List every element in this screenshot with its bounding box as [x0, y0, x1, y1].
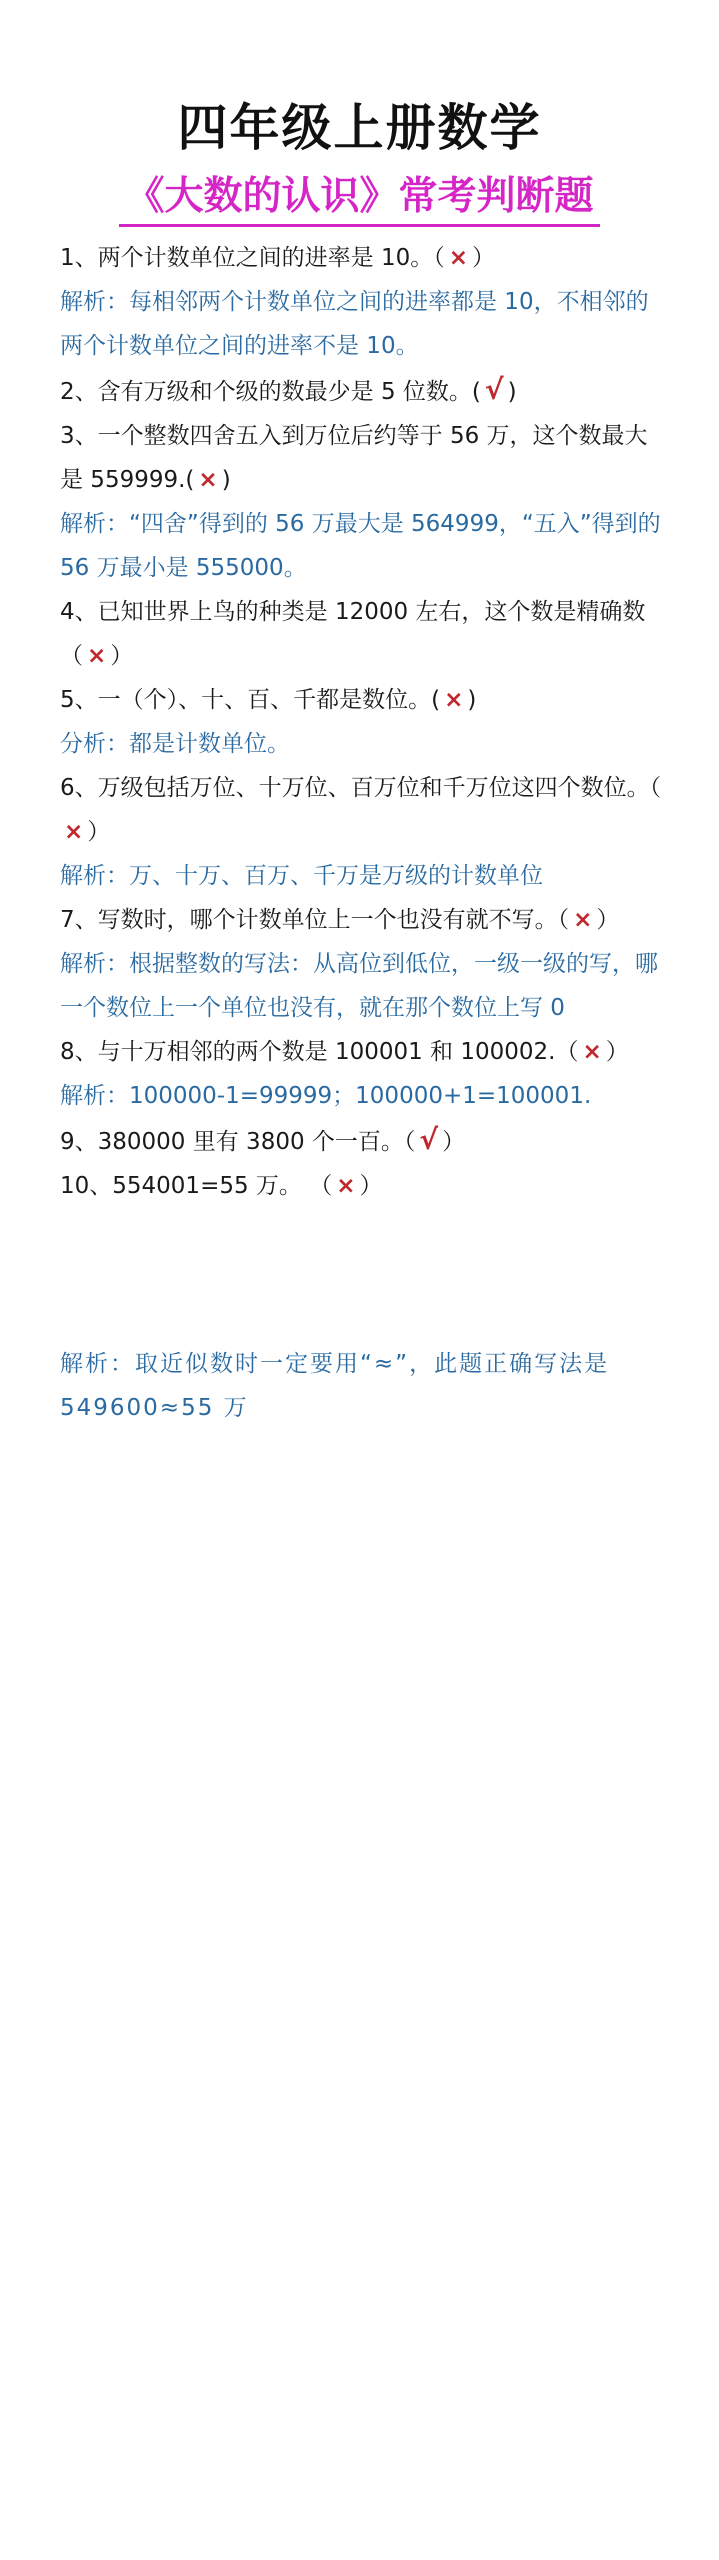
answer-mark-cross: ×	[444, 687, 464, 713]
question-list	[60, 236, 665, 1430]
answer-mark-cross: ×	[64, 819, 84, 845]
question-2	[60, 368, 665, 414]
analysis-7: 解析：根据整数的写法：从高位到低位，一级一级的写，哪一个数位上一个单位也没有，就在那个数位上写 0	[60, 951, 658, 1021]
question-10	[60, 1164, 665, 1208]
question-text: 9、380000 里有 3800 个一百。（	[60, 1129, 416, 1155]
answer-mark-cross: ×	[198, 467, 218, 493]
question-7	[60, 898, 665, 942]
bracket-close: )	[467, 687, 477, 713]
bracket-close: ）	[605, 1039, 629, 1065]
analysis-8: 解析：100000-1=99999；100000+1=100001.	[60, 1083, 592, 1109]
question-5	[60, 678, 665, 722]
spacer	[60, 1208, 665, 1342]
answer-mark-cross: ×	[336, 1173, 356, 1199]
bracket-close: ）	[596, 907, 620, 933]
analysis-6: 解析：万、十万、百万、千万是万级的计数单位	[60, 863, 543, 889]
question-8	[60, 1030, 665, 1074]
question-text: 3、一个整数四舍五入到万位后约等于 56 万，这个数最大是 559999.(	[60, 423, 648, 493]
answer-mark-cross: ×	[582, 1039, 602, 1065]
analysis-5: 分析：都是计数单位。	[60, 731, 290, 757]
answer-mark-cross: ×	[87, 643, 107, 669]
answer-mark-check: √	[484, 373, 504, 406]
question-text: 5、一（个）、十、百、千都是数位。(	[60, 687, 441, 713]
answer-mark-cross: ×	[448, 245, 468, 271]
question-text: 10、554001=55 万。 （	[60, 1173, 333, 1199]
bracket-close: ）	[472, 245, 495, 271]
bracket-close: ）	[87, 819, 111, 845]
analysis-1: 解析：每相邻两个计数单位之间的进率都是 10，不相邻的两个计数单位之间的进率不是 10。	[60, 289, 649, 359]
answer-mark-check: √	[419, 1123, 439, 1156]
question-text: 8、与十万相邻的两个数是 100001 和 100002.（	[60, 1039, 579, 1065]
question-text: 2、含有万级和个级的数最少是 5 位数。(	[60, 379, 481, 405]
question-text: 6、万级包括万位、十万位、百万位和千万位这四个数位。（	[60, 775, 662, 801]
page-subtitle: 《大数的认识》常考判断题	[119, 173, 599, 227]
question-text: 4、已知世界上鸟的种类是 12000 左右，这个数是精确数（	[60, 599, 646, 669]
question-6	[60, 766, 665, 854]
bracket-close: ）	[442, 1129, 466, 1155]
question-4	[60, 590, 665, 678]
question-9	[60, 1118, 665, 1164]
bracket-close: )	[221, 467, 231, 493]
question-text: 7、写数时，哪个计数单位上一个也没有就不写。（	[60, 907, 570, 933]
bracket-close: )	[507, 379, 517, 405]
answer-mark-cross: ×	[573, 907, 593, 933]
analysis-10: 解析：取近似数时一定要用“≈”，此题正确写法是 549600≈55 万	[60, 1351, 610, 1421]
bracket-close: ）	[359, 1173, 383, 1199]
analysis-3: 解析：“四舍”得到的 56 万最大是 564999，“五入”得到的 56 万最小是 555000。	[60, 511, 661, 581]
subtitle-wrap	[0, 173, 719, 227]
question-text: 1、两个计数单位之间的进率是 10。（	[60, 245, 445, 271]
page-title: 四年级上册数学	[177, 99, 542, 157]
bracket-close: ）	[110, 643, 134, 669]
question-1	[60, 236, 665, 280]
question-3	[60, 414, 665, 502]
